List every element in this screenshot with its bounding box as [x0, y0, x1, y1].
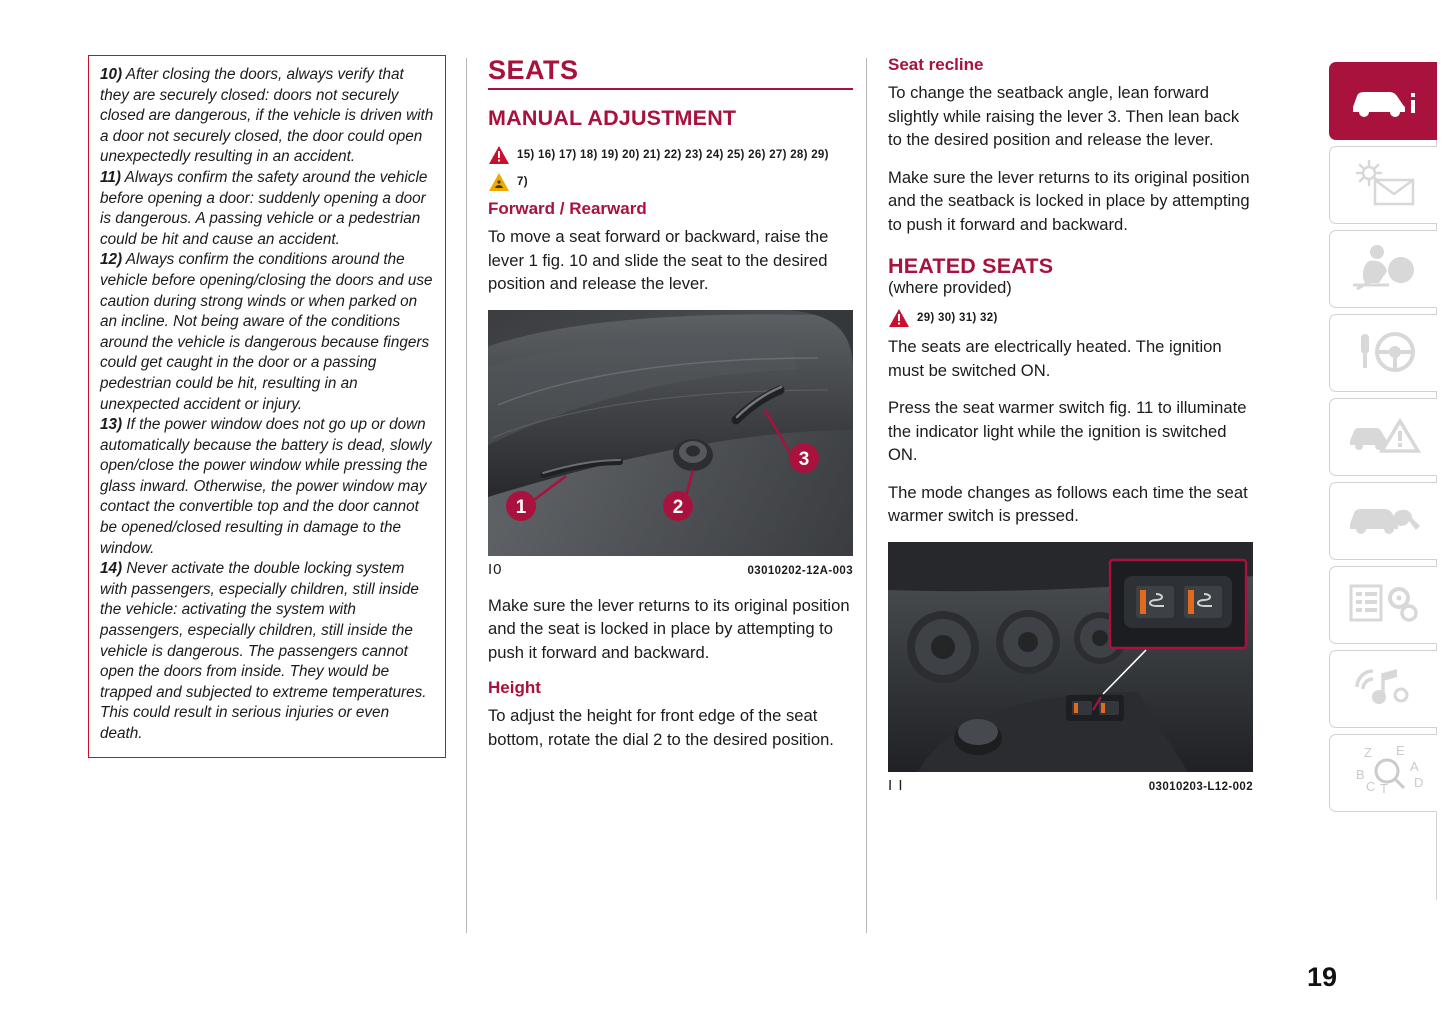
symbol-ref-list: 15) 16) 17) 18) 19) 20) 21) 22) 23) 24) 25) 26) 27) 28) 29)	[517, 149, 829, 161]
sidebar-item-maintenance[interactable]	[1329, 482, 1437, 560]
page-number: 19	[1306, 962, 1337, 992]
symbol-ref-list: 7)	[517, 176, 528, 188]
symbol-ref-row	[488, 172, 853, 192]
sidebar-item-technical-specs[interactable]	[1329, 566, 1437, 644]
figure-10	[488, 310, 853, 578]
symbol-ref-row	[488, 145, 853, 165]
figure-code: 03010202-12A-003	[747, 564, 853, 577]
sidebar-item-dashboard[interactable]	[1329, 146, 1437, 224]
warning-number: 10)	[100, 66, 123, 83]
seat-recline-text-2: Make sure the lever returns to its original position and the seatback is locked in place by attempting to push it forward and backward.	[888, 167, 1250, 234]
steering-wheel-icon	[1347, 328, 1421, 379]
sidebar-item-emergency[interactable]	[1329, 398, 1437, 476]
svg-text:2: 2	[672, 496, 684, 518]
svg-text:1: 1	[515, 496, 527, 518]
warning-text: Always confirm the safety around the vehicle before opening a door: suddenly opening a door is dangerous. A passing vehicle or a pedestrian could be hit and cause an accident.	[100, 168, 428, 248]
warning-item	[100, 250, 434, 415]
emergency-warning-icon	[1346, 413, 1422, 462]
warning-text: Never activate the double locking system with passengers, especially children, still inside the vehicle: activating the system with passengers, especially children, still inside the vehicle is dangerous. The passengers cannot open the doors from inside. They would be trapped and subjected to extreme temperatures. This could result in serious injuries or even death.	[100, 560, 427, 742]
alphabetical-index-icon	[1344, 743, 1424, 804]
seat-recline-text-1: To change the seatback angle, lean forward slightly while raising the lever 3. Then lean back to the desired position and release the lever.	[888, 83, 1240, 149]
column-divider-1	[466, 58, 467, 933]
sidebar-item-multimedia[interactable]	[1329, 650, 1437, 728]
page-title: SEATS	[488, 55, 579, 85]
heated-text-3: The mode changes as follows each time the seat warmer switch is pressed.	[888, 482, 1248, 525]
height-text: To adjust the height for front edge of the seat bottom, rotate the dial 2 to the desired position.	[488, 706, 834, 749]
heated-seats-title: HEATED SEATS	[888, 254, 1054, 278]
column-recline-heated	[888, 55, 1253, 810]
seat-recline-title: Seat recline	[888, 55, 984, 74]
car-info-icon	[1345, 79, 1423, 124]
figure-11	[888, 542, 1253, 794]
subsection-title: MANUAL ADJUSTMENT	[488, 106, 737, 130]
forward-rearward-title: Forward / Rearward	[488, 199, 647, 218]
warning-number: 12)	[100, 251, 123, 269]
svg-text:A: A	[1409, 758, 1419, 774]
dashboard-warning-lights-icon	[1345, 160, 1423, 211]
multimedia-audio-icon	[1349, 665, 1419, 714]
svg-text:3: 3	[798, 448, 810, 470]
heated-text-1: The seats are electrically heated. The ignition must be switched ON.	[888, 337, 1222, 380]
warning-number: 11)	[100, 168, 121, 186]
warning-item	[100, 65, 434, 168]
symbol-ref-list: 29) 30) 31) 32)	[917, 312, 998, 324]
forward-rearward-text: To move a seat forward or backward, raise the lever 1 fig. 10 and slide the seat to the desired position and release the lever.	[488, 227, 829, 293]
svg-text:B: B	[1355, 766, 1365, 782]
warning-number: 13)	[100, 416, 123, 434]
sidebar-item-vehicle-info[interactable]	[1329, 62, 1437, 140]
warning-text: After closing the doors, always verify that they are securely closed: doors not securely closed are dangerous, if the vehicle is driven with a door not securely closed, the door could open unexpectedly resulting in an accident.	[100, 66, 434, 166]
figure-number: I I	[888, 776, 904, 794]
after-figure-text: Make sure the lever returns to its original position and the seat is locked in place by attempting to push it forward and backward.	[488, 595, 850, 662]
warning-triangle-red-icon	[888, 308, 910, 328]
warning-triangle-red-icon	[488, 145, 510, 165]
column-divider-2	[866, 58, 867, 933]
svg-text:C: C	[1365, 778, 1375, 794]
symbol-ref-row	[888, 308, 1253, 328]
car-seat-manual-adjustment-photo	[488, 310, 853, 556]
heated-seats-subtitle: (where provided)	[888, 279, 1012, 297]
figure-number: I0	[488, 560, 503, 578]
airbag-safety-icon	[1349, 243, 1419, 296]
warning-item	[100, 168, 434, 250]
sidebar-item-starting-driving[interactable]	[1329, 314, 1437, 392]
warning-item	[100, 415, 434, 559]
warning-triangle-yellow-icon	[488, 172, 510, 192]
title-rule	[488, 88, 853, 90]
column-warnings	[88, 55, 446, 758]
chapter-tab-rail	[1317, 62, 1445, 818]
sidebar-item-index[interactable]	[1329, 734, 1437, 812]
warning-box	[88, 55, 446, 758]
specifications-gear-icon	[1347, 580, 1421, 631]
warning-text: If the power window does not go up or down automatically because the battery is dead, slowly open/close the power window while pressing the glass inward. Otherwise, the power window may contact the convertible top and the door cannot be opened/closed resulting in damage to the window.	[100, 416, 432, 557]
car-service-icon	[1346, 498, 1422, 545]
svg-text:D: D	[1413, 774, 1423, 790]
svg-text:T: T	[1379, 780, 1388, 796]
svg-text:E: E	[1395, 742, 1405, 758]
sidebar-item-safety[interactable]	[1329, 230, 1437, 308]
dashboard-seat-warmer-switch-photo	[888, 542, 1253, 772]
heated-text-2: Press the seat warmer switch fig. 11 to illuminate the indicator light while the ignition is switched ON.	[888, 398, 1247, 464]
column-seats	[488, 55, 853, 765]
warning-number: 14)	[100, 560, 123, 578]
figure-code: 03010203-L12-002	[1148, 780, 1253, 793]
warning-item	[100, 559, 434, 744]
warning-text: Always confirm the conditions around the vehicle before opening/closing the doors and use caution during strong winds or when parked on an incline. Not being aware of the conditions around the vehicle is dangerous because fingers could get caught in the door or a passing pedestrian could be hit, resulting in an unexpected accident or injury.	[100, 251, 433, 413]
svg-text:Z: Z	[1363, 744, 1372, 760]
figure-11-caption	[888, 777, 1253, 794]
height-title: Height	[488, 678, 541, 697]
figure-10-caption	[488, 561, 853, 578]
